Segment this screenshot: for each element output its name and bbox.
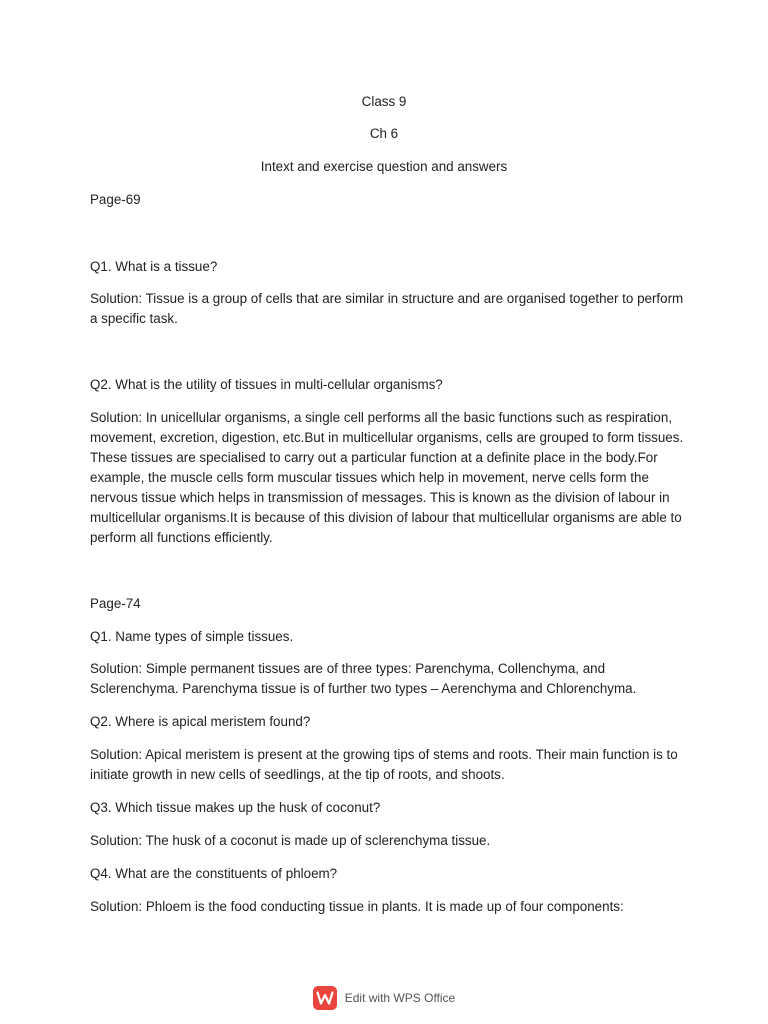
wps-edit-banner[interactable]: [0, 986, 768, 1010]
question-p74-2: Q2. Where is apical meristem found?: [90, 714, 311, 729]
answer-p74-2: Solution: Apical meristem is present at the growing tips of stems and roots. Their main function is to initiate growth in new cells of seedlings, at the tip of roots, and shoots.: [90, 747, 678, 782]
chapter-heading: Ch 6: [369, 126, 399, 141]
question-p74-4: Q4. What are the constituents of phloem?: [90, 866, 338, 881]
question-p74-1: Q1. Name types of simple tissues.: [90, 629, 294, 644]
edit-with-wps-label[interactable]: Edit with WPS Office: [344, 991, 456, 1005]
answer-p74-3: Solution: The husk of a coconut is made up of sclerenchyma tissue.: [90, 833, 491, 848]
answer-p74-1: Solution: Simple permanent tissues are of three types: Parenchyma, Collenchyma, and Sclerenchyma. Parenchyma tissue is of further two types – Aerenchyma and Chlorenchyma.: [90, 661, 637, 696]
wps-office-logo-icon[interactable]: [313, 986, 337, 1010]
class-heading: Class 9: [361, 94, 407, 109]
question-2: Q2. What is the utility of tissues in multi-cellular organisms?: [90, 377, 443, 392]
question-1: Q1. What is a tissue?: [90, 259, 218, 274]
document-subtitle: Intext and exercise question and answers: [260, 159, 508, 174]
page-label-69: Page-69: [90, 192, 141, 207]
answer-1: Solution: Tissue is a group of cells that are similar in structure and are organised together to perform a specific task.: [90, 291, 684, 326]
page-label-74: Page-74: [90, 596, 141, 611]
answer-2: Solution: In unicellular organisms, a single cell performs all the basic functions such as respiration, movement, excretion, digestion, etc.But in multicellular organisms, cells are grouped to form tissues. These tissues are specialised to carry out a particular function at a definite place in the body.For example, the muscle cells form muscular tissues which help in movement, nerve cells form the nervous tissue which helps in transmission of messages. This is known as the division of labour in multicellular organisms.It is because of this division of labour that multicellular organisms are able to perform all functions efficiently.: [90, 410, 684, 545]
answer-p74-4: Solution: Phloem is the food conducting tissue in plants. It is made up of four components:: [90, 899, 624, 914]
question-p74-3: Q3. Which tissue makes up the husk of coconut?: [90, 800, 381, 815]
